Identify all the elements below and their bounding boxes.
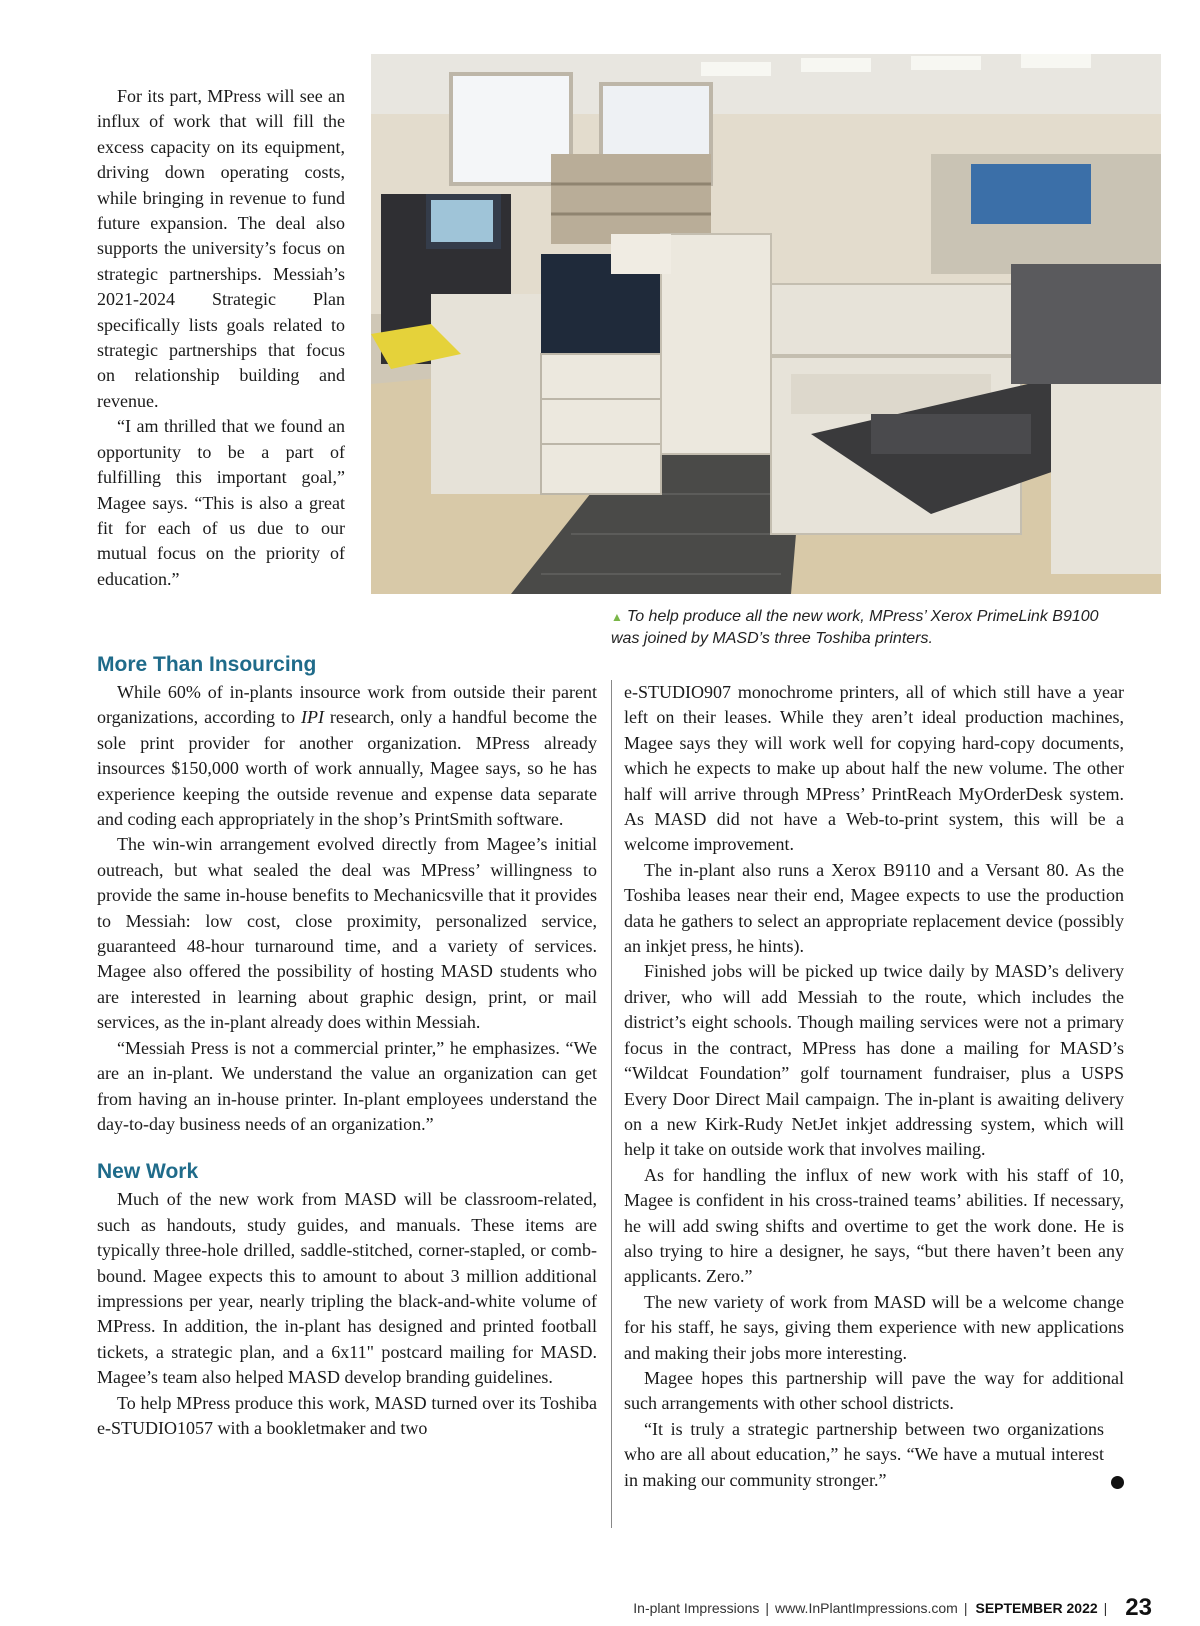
footer-separator-2: | [963,1600,968,1616]
intro-paragraph-1: For its part, MPress will see an influx of work that will fill the excess capacity on its equipment, driving down operating costs, while bringing in revenue to fund future expansion. The deal also supports the university’s focus on strategic partnerships. Messiah’s 2021-2024 Strategic Plan specifically lists goals related to strategic partnerships that focus on relationship building and revenue. [97,86,345,411]
column-divider [611,680,612,1528]
right-paragraph-2: The in-plant also runs a Xerox B9110 and a Versant 80. As the Toshiba leases near their end, Magee expects to use the production data he gathers to select an appropriate replacement device (possibly an inkjet press, he hints). [624,859,1124,957]
final-paragraph-wrap [624,1417,1124,1493]
caption-triangle-icon: ▲ [611,610,623,624]
newwork-paragraph-2: To help MPress produce this work, MASD turned over its Toshiba e-STUDIO1057 with a bookletmaker and two [97,1392,597,1438]
right-paragraph-4: As for handling the influx of new work with his staff of 10, Magee is confident in his cross-trained teams’ abilities. If necessary, he will add swing shifts and overtime to get the work done. He is also trying to hire a designer, he says, “but there haven’t been any applicants. Zero.” [624,1164,1124,1287]
print-room-photo [371,54,1161,594]
right-paragraph-1: e-STUDIO907 monochrome printers, all of which still have a year left on their leases. While they aren’t ideal production machines, Magee says they will work well for copying hard-copy documents, which he expects to make up about half the new volume. The other half will arrive through MPress’ PrintReach MyOrderDesk system. As MASD did not have a Web-to-print system, this will be a welcome improvement. [624,682,1124,855]
right-paragraph-5: The new variety of work from MASD will be a welcome change for his staff, he says, giving them experience with new applications and making their jobs more interesting. [624,1291,1124,1363]
page-number: 23 [1125,1594,1152,1621]
right-paragraph-6: Magee hopes this partnership will pave the way for additional such arrangements with other school districts. [624,1367,1124,1414]
left-column [97,652,597,1441]
right-paragraph-3: Finished jobs will be picked up twice daily by MASD’s delivery driver, who will add Messiah to the route, which includes the district’s eight schools. Though mailing services were not a primary focus in the contract, MPress has done a mailing for MASD’s “Wildcat Foundation” golf tournament fundraiser, plus a USPS Every Door Direct Mail campaign. The in-plant is awaiting delivery on a new Kirk-Rudy NetJet inkjet addressing system, which will help it take on outside work that involves mailing. [624,961,1124,1160]
footer-issue: SEPTEMBER 2022 [975,1600,1098,1616]
insourcing-paragraph-1 [97,680,597,832]
insourcing-paragraph-2: The win-win arrangement evolved directly from Magee’s initial outreach, but what sealed the deal was MPress’ willingness to provide the same in-house benefits to Mechanicsville that it provides to Messiah: low cost, close proximity, personalized service, guaranteed 48-hour turnaround time, and a variety of services. Magee also offered the possibility of hosting MASD students who are interested in learning about graphic design, print, or mail services, as the in-plant already does within Messiah. [97,834,597,1033]
end-mark-icon [1111,1476,1124,1489]
footer-separator-1: | [765,1600,769,1616]
footer-separator-3: | [1103,1600,1108,1616]
heading-new-work: New Work [97,1160,199,1184]
page-footer [633,1594,1152,1622]
photo-caption [611,606,1131,649]
heading-more-than-insourcing: More Than Insourcing [97,653,317,676]
footer-publication: In-plant Impressions [633,1600,760,1616]
right-column [624,680,1124,1493]
right-paragraph-7: “It is truly a strategic partnership between two organizations who are all about education,” he says. “We have a mutual interest in making our community stronger.” [624,1418,1104,1490]
print-room-illustration [371,54,1161,594]
intro-column [97,84,345,592]
insourcing-paragraph-3: “Messiah Press is not a commercial printer,” he emphasizes. “We are an in-plant. We understand the value an organization can get from having an in-house printer. In-plant employees understand the day-to-day business needs of an organization.” [97,1037,597,1134]
caption-text: To help produce all the new work, MPress’ Xerox PrimeLink B9100 was joined by MASD’s three Toshiba printers. [611,608,1099,647]
newwork-paragraph-1: Much of the new work from MASD will be classroom-related, such as handouts, study guides, and manuals. These items are typically three-hole drilled, saddle-stitched, corner-stapled, or comb-bound. Magee expects this to amount to about 3 million additional impressions per year, nearly tripling the black-and-white volume of MPress. In addition, the in-plant has designed and printed football tickets, a strategic plan, and a 6x11" postcard mailing for MASD. Magee’s team also helped MASD develop branding guidelines. [97,1189,597,1388]
insourcing-p1-start: While 60% of in-plants insource work from outside their parent organizations, according to [97,682,597,728]
ipi-italic: IPI [300,707,324,728]
intro-paragraph-2: “I am thrilled that we found an opportunity to be a part of fulfilling this important goal,” Magee says. “This is also a great fit for each of us due to our mutual focus on the priority of education.” [97,416,345,589]
insourcing-p1-end: research, only a handful become the sole print provider for another organization. MPress already insources $150,000 worth of work annually, Magee says, so he has experience keeping the outside revenue and expense data separate and coding each appropriately in the shop’s PrintSmith software. [97,707,597,830]
footer-url[interactable]: www.InPlantImpressions.com [775,1600,958,1616]
